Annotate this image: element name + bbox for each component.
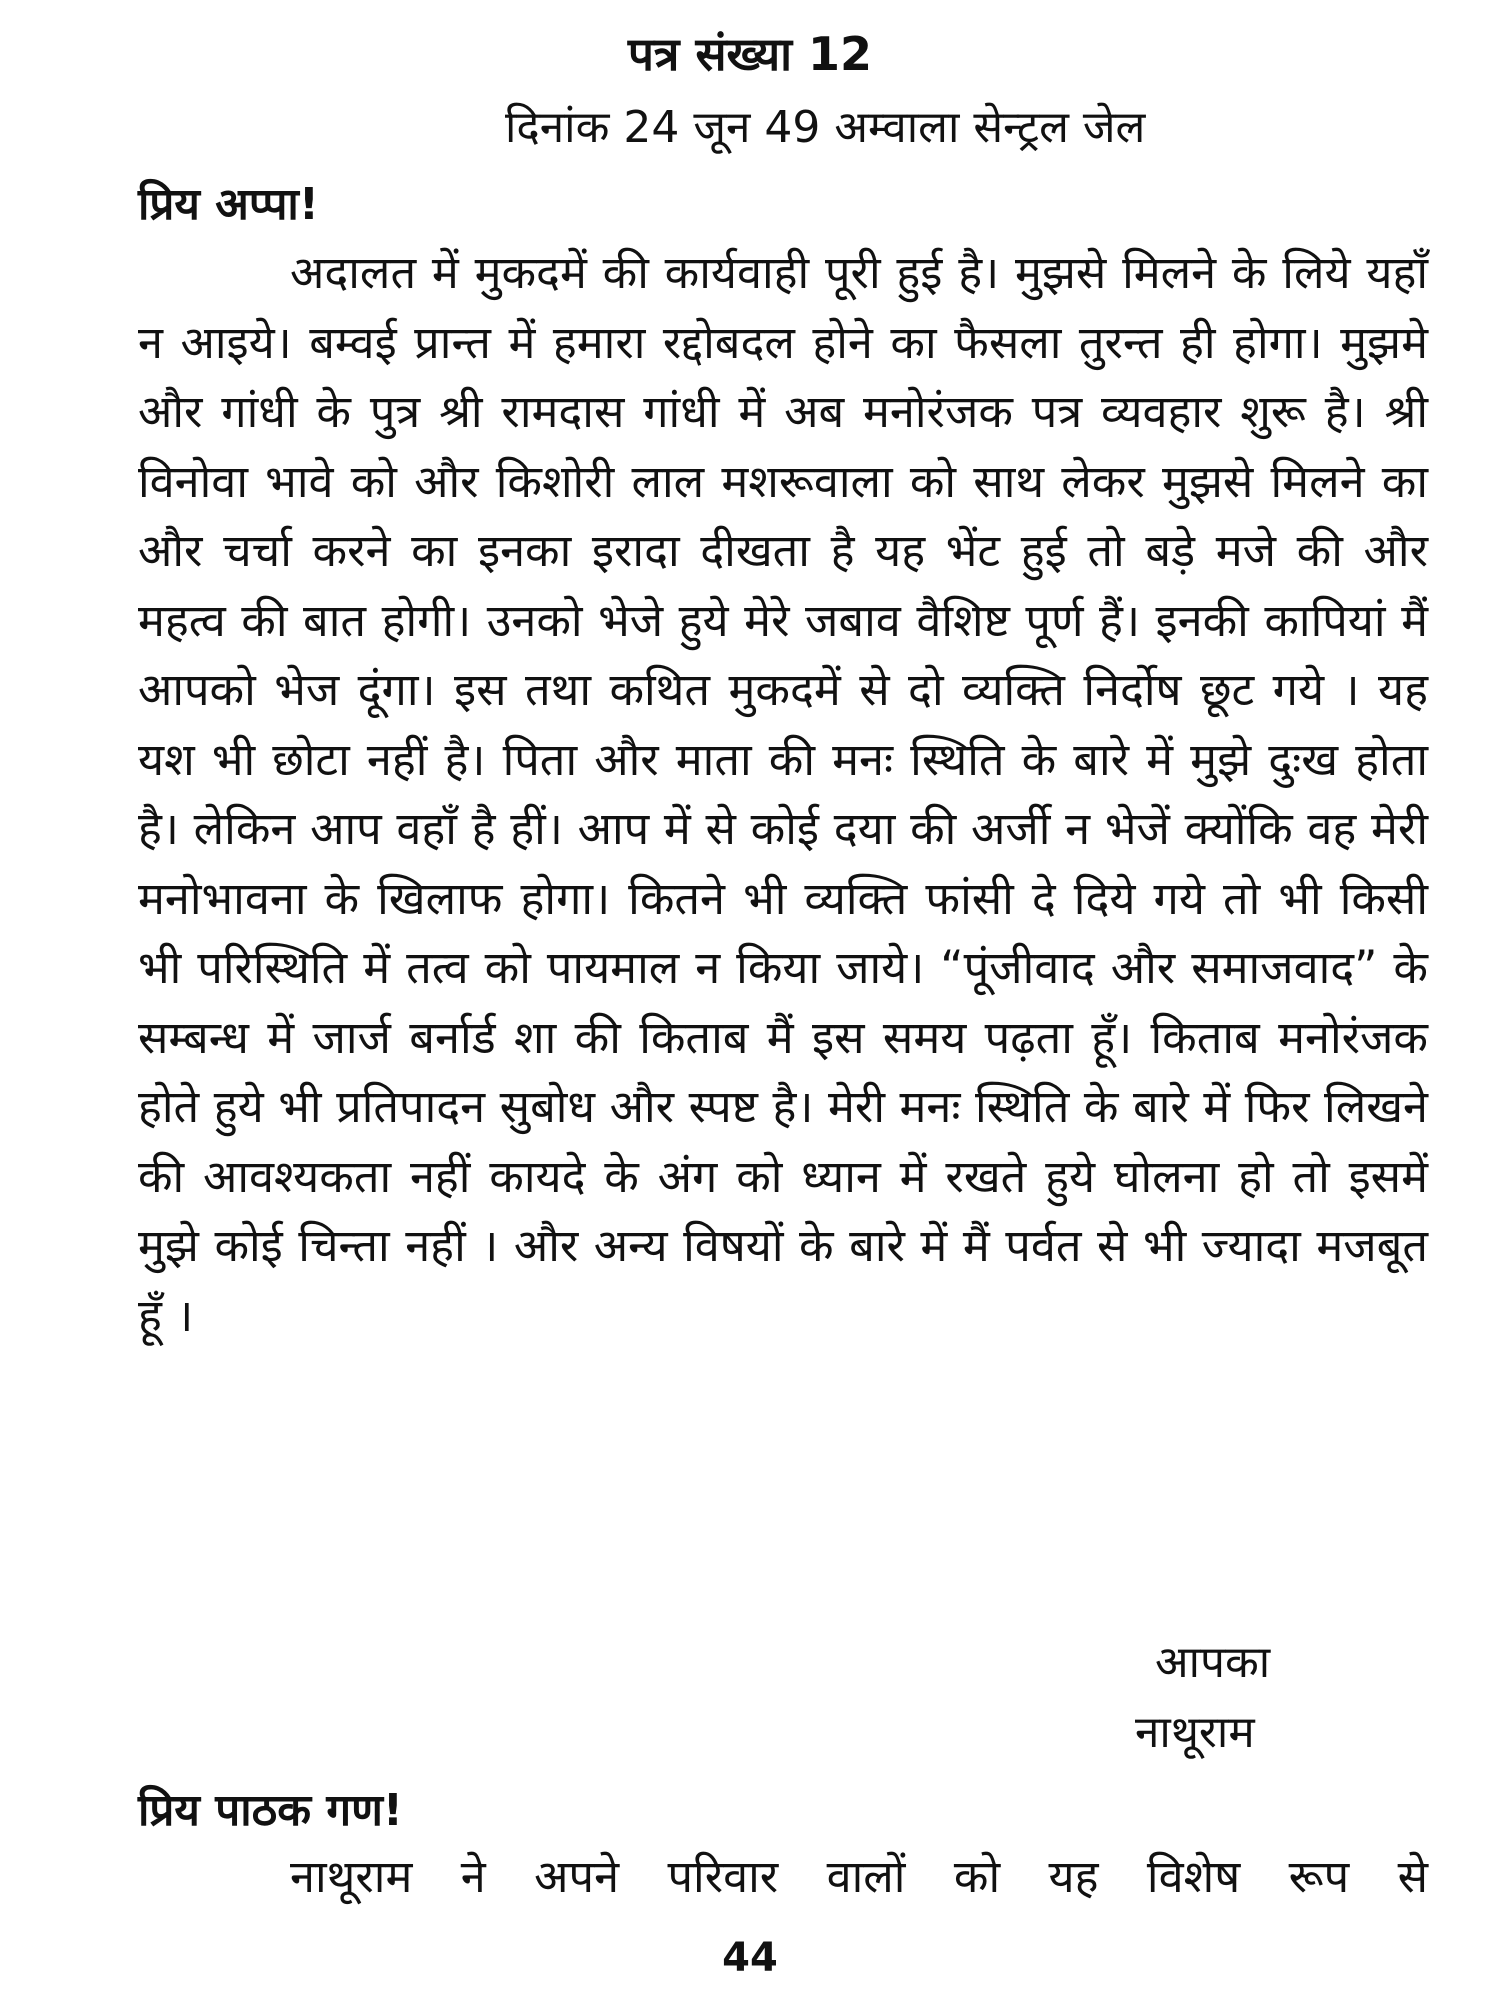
reader-salutation: प्रिय पाठक गण! — [138, 1785, 403, 1836]
letter-title: पत्र संख्या 12 — [627, 27, 873, 81]
letter-signature: नाथूराम — [1135, 1707, 1255, 1758]
reader-note-text: नाथूराम ने अपने परिवार वालों को यह विशेष रूप से — [290, 1850, 1428, 1903]
page-number: 44 — [722, 1935, 778, 1981]
letter-salutation: प्रिय अप्पा! — [138, 179, 319, 230]
letter-closing: आपका — [1155, 1637, 1271, 1688]
letter-dateline: दिनांक 24 जून 49 अम्वाला सेन्ट्रल जेल — [505, 102, 1146, 153]
letter-body: अदालत में मुकदमें की कार्यवाही पूरी हुई है। मुझसे मिलने के लिये यहाँ न आइये। बम्वई प्रान्त में हमारा रद्दोबदल होने का फैसला तुरन्त ही होगा। मुझमे और गांधी के पुत्र श्री रामदास गांधी में अब मनोरंजक पत्र व्यवहार शुरू है। श्री विनोवा भावे को और किशोरी लाल मशरूवाला को साथ लेकर मुझसे मिलने का और चर्चा करने का इनका इरादा दीखता है यह भेंट हुई तो बड़े मजे की और महत्व की बात होगी। उनको भेजे हुये मेरे जबाव वैशिष्ट पूर्ण हैं। इनकी कापियां मैं आपको भेज दूंगा। इस तथा कथित मुकदमें से दो व्यक्ति निर्दोष छूट गये । यह यश भी छोटा नहीं है। पिता और माता की मनः स्थिति के बारे में मुझे दुःख होता है। लेकिन आप वहाँ है हीं। आप में से कोई दया की अर्जी न भेजें क्योंकि वह मेरी मनोभावना के खिलाफ होगा। कितने भी व्यक्ति फांसी दे दिये गये तो भी किसी भी परिस्थिति में तत्व को पायमाल न किया जाये। “पूंजीवाद और समाजवाद” के सम्बन्ध में जार्ज बर्नार्ड शा की किताब मैं इस समय पढ़ता हूँ। किताब मनोरंजक होते हुये भी प्रतिपादन सुबोध और स्पष्ट है। मेरी मनः स्थिति के बारे में फिर लिखने की आवश्यकता नहीं कायदे के अंग को ध्यान में रखते हुये घोलना हो तो इसमें मुझे कोई चिन्ता नहीं । और अन्य विषयों के बारे में मैं पर्वत से भी ज्यादा मजबूत हूँ । — [138, 246, 1428, 1342]
